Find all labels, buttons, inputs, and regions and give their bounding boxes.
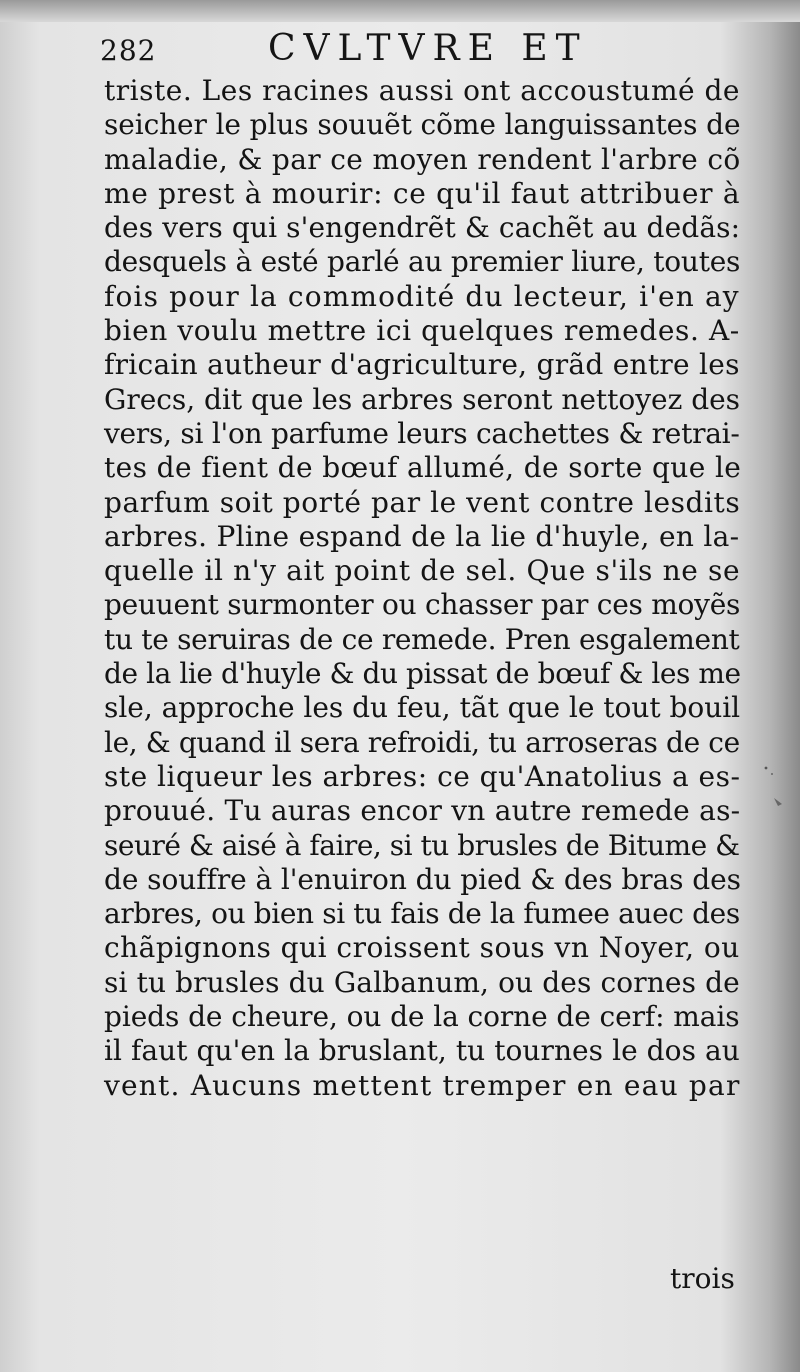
ink-specks [760, 760, 790, 820]
text-line: parfum soit porté par le vent contre lesdits [104, 485, 741, 519]
text-line: quelle il n'y ait point de sel. Que s'ils ne se [104, 554, 741, 588]
text-line: peuuent surmonter ou chasser par ces moyẽs [104, 588, 741, 622]
body-text [104, 74, 744, 1103]
text-line: des vers qui s'engendrẽt & cachẽt au dedãs: [104, 211, 741, 245]
text-line: prouué. Tu auras encor vn autre remede as- [104, 794, 741, 828]
text-line: le, & quand il sera refroidi, tu arroseras de ce [104, 725, 740, 759]
text-line: de souffre à l'enuiron du pied & des bras des [104, 862, 741, 896]
page-top-edge [0, 0, 800, 22]
text-line: Grecs, dit que les arbres seront nettoyez des [104, 382, 740, 416]
catchword: trois [670, 1262, 735, 1295]
text-line: de la lie d'huyle & du pissat de bœuf & les me [104, 657, 741, 691]
text-line: sle, approche les du feu, tãt que le tout bouil [104, 691, 741, 725]
text-line: maladie, & par ce moyen rendent l'arbre cõ [104, 142, 741, 176]
text-line: me prest à mourir: ce qu'il faut attribuer à [104, 176, 741, 210]
text-line: ste liqueur les arbres: ce qu'Anatolius a es- [104, 759, 741, 793]
running-head: CVLTVRE ET [268, 28, 588, 69]
text-line: arbres, ou bien si tu fais de la fumee auec des [104, 897, 740, 931]
page-number: 282 [100, 34, 157, 67]
text-line: chãpignons qui croissent sous vn Noyer, ou [104, 931, 740, 965]
text-line: seuré & aisé à faire, si tu brusles de Bitume & [104, 828, 740, 862]
text-line: si tu brusles du Galbanum, ou des cornes de [104, 965, 740, 999]
text-line: seicher le plus souuẽt cõme languissantes de [104, 108, 741, 142]
text-line: fricain autheur d'agriculture, grãd entre les [104, 348, 740, 382]
page-header [100, 28, 740, 72]
text-line: il faut qu'en la bruslant, tu tournes le dos au [104, 1034, 740, 1068]
text-line: triste. Les racines aussi ont accoustumé de [104, 74, 741, 107]
text-line: tes de fient de bœuf allumé, de sorte que le [104, 451, 742, 485]
text-line: desquels à esté parlé au premier liure, toutes [104, 245, 741, 279]
text-line: vers, si l'on parfume leurs cachettes & retrai- [104, 416, 740, 450]
text-line: bien voulu mettre ici quelques remedes. A- [104, 314, 740, 348]
text-line: tu te seruiras de ce remede. Pren esgalement [104, 622, 740, 656]
text-line: fois pour la commodité du lecteur, i'en ay [104, 279, 740, 313]
text-line: pieds de cheure, ou de la corne de cerf: mais [104, 1000, 740, 1034]
text-line: vent. Aucuns mettent tremper en eau par [104, 1068, 741, 1102]
text-line: arbres. Pline espand de la lie d'huyle, en la- [104, 519, 740, 553]
